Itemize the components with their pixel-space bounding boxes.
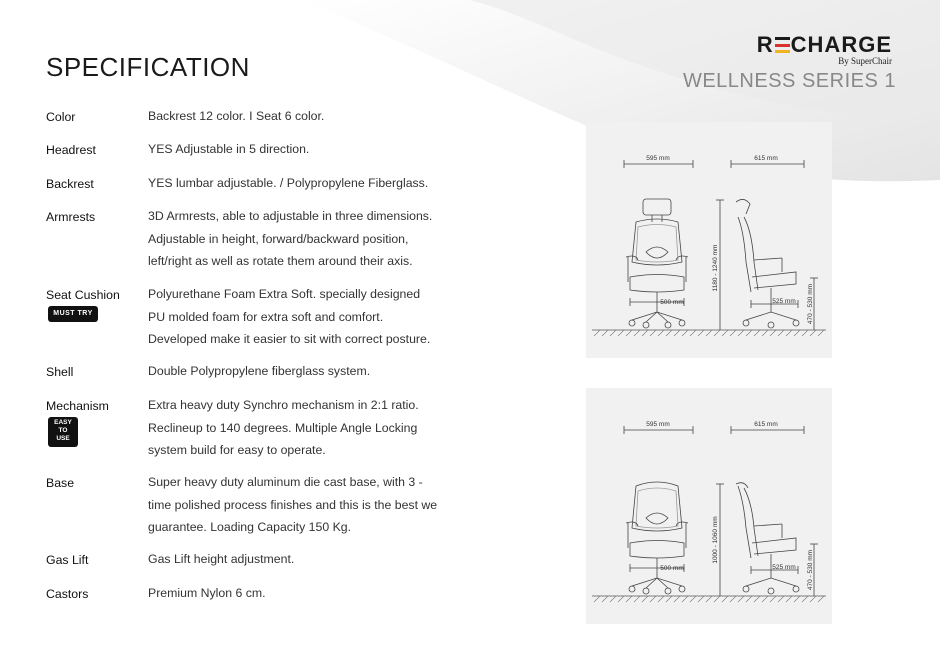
dimension-diagram-headrest [586,122,832,358]
seat-height-label: 470 - 530 mm [807,283,814,325]
logo-e-glyph [775,37,790,53]
spec-label: Gas Lift [46,553,89,567]
spec-value: Backrest 12 color. I Seat 6 color. [148,109,325,123]
seat-width-label: 500 mm [660,565,684,572]
height-label: 1000 - 1060 mm [712,516,719,564]
spec-value: Double Polypropylene fiberglass system. [148,364,371,378]
front-chair-drawing [626,482,688,594]
spec-label: Armrests [46,210,96,224]
side-depth-label: 615 mm [754,421,778,428]
spec-label: Headrest [46,143,96,157]
spec-value: YES Adjustable in 5 direction. [148,142,310,156]
spec-value: 3D Armrests, able to adjustable in three dimensions. Adjustable in height, forward/backward position, left/right as well as rotate them around their axis. [148,209,433,268]
seat-depth-label: 525 mm [772,564,796,571]
recharge-logo: R CHARGE [756,32,892,57]
spec-value: Extra heavy duty Synchro mechanism in 2:1 ratio. Reclineup to 140 degrees. Multiple Angle Locking system build for easy to operate. [148,398,419,457]
seat-depth-label: 525 mm [772,298,796,305]
brand-block [757,32,892,66]
seat-width-label: 500 mm [660,299,684,306]
spec-value: Gas Lift height adjustment. [148,552,295,566]
spec-label: Color [46,110,76,124]
spec-value: Premium Nylon 6 cm. [148,586,266,600]
easy-to-use-badge: EASY TO USE [48,417,78,447]
page-title: SPECIFICATION [46,52,250,82]
spec-label: Mechanism [46,399,109,413]
spec-label: Backrest [46,177,94,191]
front-chair-drawing [626,199,688,328]
spec-label: Shell [46,365,74,379]
spec-value: YES lumbar adjustable. / Polypropylene Fiberglass. [148,176,429,190]
spec-label: Castors [46,587,89,601]
must-try-badge: MUST TRY [48,306,98,322]
side-depth-label: 615 mm [754,155,778,162]
side-chair-drawing [736,483,799,594]
spec-value: Super heavy duty aluminum die cast base, with 3 - time polished process finishes and this is the best we guarantee. Loading Capacity 150 Kg. [148,475,438,534]
logo-subtitle: By SuperChair [838,56,892,66]
series-name: WELLNESS SERIES 1 [682,70,896,92]
spec-label: Seat Cushion [46,288,120,302]
front-width-label: 595 mm [646,421,670,428]
height-label: 1180 - 1240 mm [712,244,719,292]
spec-label: Base [46,476,75,490]
side-chair-drawing [736,199,799,328]
spec-value: Polyurethane Foam Extra Soft. specially designed PU molded foam for extra soft and comfort. Developed make it easier to sit with correct posture. [148,287,431,346]
front-width-label: 595 mm [646,155,670,162]
dimension-diagram-midback [586,388,832,624]
seat-height-label: 470 - 530 mm [807,549,814,591]
